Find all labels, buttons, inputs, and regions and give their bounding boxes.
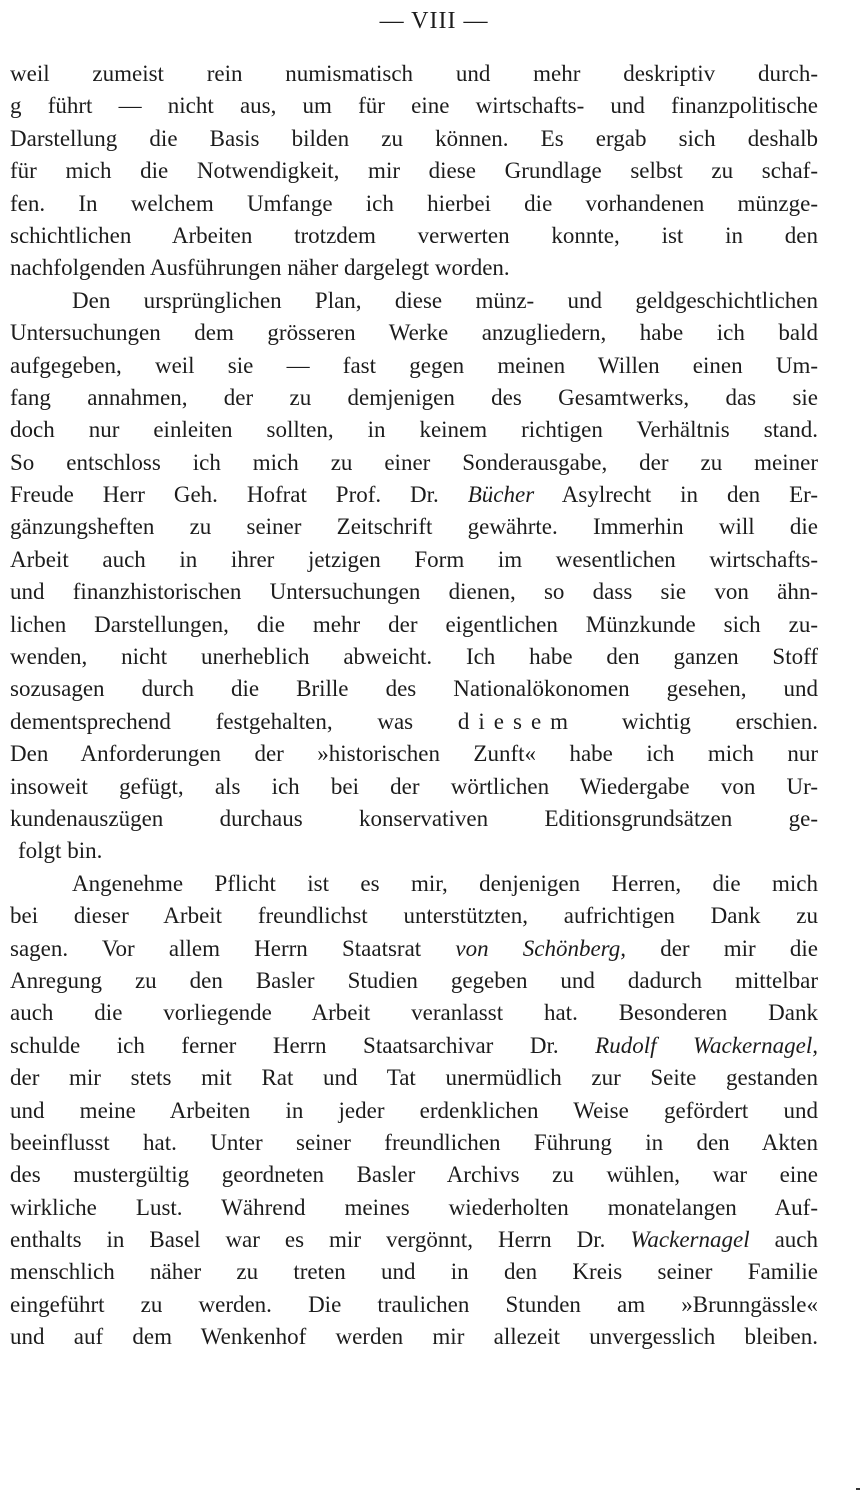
scan-edge-mark: [856, 1488, 860, 1490]
line-text: sagen. Vor allem Herrn Staatsrat: [10, 935, 456, 961]
text-line: beeinflusst hat. Unter seiner freundlichen Führung in den Akten: [10, 1129, 818, 1155]
text-line: [10, 933, 818, 965]
text-line: doch nur einleiten sollten, in keinem richtigen Verhältnis stand.: [10, 417, 818, 443]
line-text: Asylrecht in den Er-: [534, 482, 818, 508]
text-line: So entschloss ich mich zu einer Sonderausgabe, der zu meiner: [10, 449, 818, 475]
text-line: wenden, nicht unerheblich abweicht. Ich habe den ganzen Stoff: [10, 644, 818, 670]
line-text: dementsprechend festgehalten, was: [10, 708, 458, 734]
text-line: Anregung zu den Basler Studien gegeben und dadurch mittelbar: [10, 967, 818, 993]
page-number-header: — VIII —: [379, 8, 489, 34]
text-line: insoweit gefügt, als ich bei der wörtlichen Wiedergabe von Ur-: [10, 773, 818, 799]
text-line: fang annahmen, der zu demjenigen des Gesamtwerks, das sie: [10, 384, 818, 410]
text-line: auch die vorliegende Arbeit veranlasst hat. Besonderen Dank: [10, 1000, 818, 1026]
text-line: Darstellung die Basis bilden zu können. Es ergab sich deshalb: [10, 125, 818, 151]
text-line: [10, 1224, 818, 1256]
text-line: und auf dem Wenkenhof werden mir allezeit unvergesslich bleiben.: [10, 1324, 818, 1350]
emphasized-word: diesem: [457, 708, 578, 734]
text-line: [10, 1030, 818, 1062]
text-line: Untersuchungen dem grösseren Werke anzugliedern, habe ich bald: [10, 320, 818, 346]
text-line: für mich die Notwendigkeit, mir diese Grundlage selbst zu schaf-: [10, 158, 818, 184]
line-text: der mir die: [626, 935, 818, 961]
author-name-schoenberg: von Schönberg,: [455, 935, 627, 961]
text-line: kundenauszügen durchaus konservativen Editionsgrundsätzen ge-: [10, 805, 818, 831]
text-line: fen. In welchem Umfange ich hierbei die vorhandenen münzge-: [10, 190, 818, 216]
text-line: wirkliche Lust. Während meines wiederholten monatelangen Auf-: [10, 1194, 818, 1220]
text-line: nachfolgenden Ausführungen näher dargelegt worden.: [10, 255, 510, 281]
author-name-wackernagel: Wackernagel: [630, 1227, 750, 1253]
text-line: des mustergültig geordneten Basler Archivs zu wühlen, war eine: [10, 1162, 818, 1188]
author-name-buecher: Bücher: [467, 482, 535, 508]
text-line: menschlich näher zu treten und in den Kreis seiner Familie: [10, 1259, 818, 1285]
author-name-wackernagel: Rudolf Wackernagel,: [595, 1032, 818, 1058]
line-text: auch: [749, 1227, 818, 1253]
text-line: der mir stets mit Rat und Tat unermüdlich zur Seite gestanden: [10, 1065, 818, 1091]
paragraph-2: [10, 285, 818, 868]
text-line: Den Anforderungen der »historischen Zunft« habe ich mich nur: [10, 741, 818, 767]
paragraph-1: [10, 58, 818, 285]
text-line: Angenehme Pflicht ist es mir, denjenigen Herren, die mich: [72, 870, 818, 896]
text-line: g führt — nicht aus, um für eine wirtschafts- und finanzpolitische: [10, 93, 818, 119]
text-line: folgt bin.: [18, 838, 103, 864]
text-line: [10, 479, 818, 511]
text-line: bei dieser Arbeit freundlichst unterstützten, aufrichtigen Dank zu: [10, 903, 818, 929]
line-text: Freude Herr Geh. Hofrat Prof. Dr.: [10, 482, 468, 508]
text-line: Arbeit auch in ihrer jetzigen Form im wesentlichen wirtschafts-: [10, 546, 818, 572]
text-line: und meine Arbeiten in jeder erdenklichen Weise gefördert und: [10, 1097, 818, 1123]
text-line: aufgegeben, weil sie — fast gegen meinen Willen einen Um-: [10, 352, 818, 378]
text-line: [10, 706, 818, 738]
text-line: gänzungsheften zu seiner Zeitschrift gewährte. Immerhin will die: [10, 514, 818, 540]
paragraph-3: [10, 868, 818, 1354]
text-line: und finanzhistorischen Untersuchungen dienen, so dass sie von ähn-: [10, 579, 818, 605]
text-line: sozusagen durch die Brille des Nationalökonomen gesehen, und: [10, 676, 818, 702]
line-text: enthalts in Basel war es mir vergönnt, Herrn Dr.: [10, 1227, 631, 1253]
body-text: [10, 58, 818, 1354]
text-line: weil zumeist rein numismatisch und mehr deskriptiv durch-: [10, 61, 818, 86]
line-text: wichtig erschien.: [577, 708, 818, 734]
text-line: schichtlichen Arbeiten trotzdem verwerten konnte, ist in den: [10, 222, 818, 248]
line-text: schulde ich ferner Herrn Staatsarchivar Dr.: [10, 1032, 596, 1058]
text-line: eingeführt zu werden. Die traulichen Stunden am »Brunngässle«: [10, 1291, 818, 1317]
text-line: Den ursprünglichen Plan, diese münz- und geldgeschichtlichen: [72, 287, 818, 313]
text-line: lichen Darstellungen, die mehr der eigentlichen Münzkunde sich zu-: [10, 611, 818, 637]
